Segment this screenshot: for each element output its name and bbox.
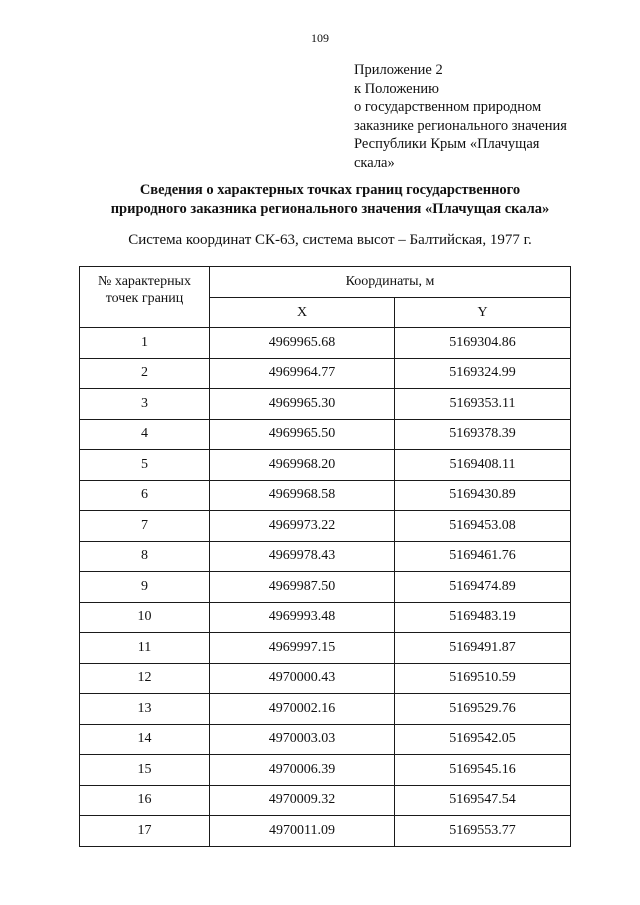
point-number-cell: 8 xyxy=(80,541,210,572)
table-row xyxy=(80,480,571,511)
x-coordinate-cell: 4970002.16 xyxy=(210,694,395,725)
point-number-cell: 6 xyxy=(80,480,210,511)
table-header xyxy=(80,267,571,328)
appendix-note xyxy=(354,61,624,173)
y-coordinate-cell: 5169353.11 xyxy=(395,389,571,420)
table-row xyxy=(80,450,571,481)
y-coordinate-cell: 5169483.19 xyxy=(395,602,571,633)
header-row xyxy=(80,267,571,298)
point-number-cell: 10 xyxy=(80,602,210,633)
point-number-cell: 1 xyxy=(80,328,210,359)
x-coordinate-cell: 4970006.39 xyxy=(210,755,395,786)
point-number-cell: 11 xyxy=(80,633,210,664)
x-coordinate-cell: 4969968.20 xyxy=(210,450,395,481)
x-coordinate-cell: 4970003.03 xyxy=(210,724,395,755)
point-number-cell: 15 xyxy=(80,755,210,786)
appendix-line: Приложение 2 xyxy=(354,62,443,78)
y-coordinate-cell: 5169547.54 xyxy=(395,785,571,816)
table-row xyxy=(80,816,571,847)
x-header: X xyxy=(210,298,395,328)
x-coordinate-cell: 4970009.32 xyxy=(210,785,395,816)
table-row xyxy=(80,694,571,725)
y-coordinate-cell: 5169324.99 xyxy=(395,358,571,389)
table-row xyxy=(80,785,571,816)
table-row xyxy=(80,541,571,572)
appendix-line: скала» xyxy=(354,154,395,171)
appendix-line: заказнике регионального значения xyxy=(354,117,567,134)
x-coordinate-cell: 4969997.15 xyxy=(210,633,395,664)
heading-line-1: Сведения о характерных точках границ государственного xyxy=(139,182,521,198)
point-number-header-line-2: точек границ xyxy=(105,291,184,306)
point-number-header-line-1: № характерных xyxy=(98,274,191,289)
table-row xyxy=(80,602,571,633)
table-row xyxy=(80,572,571,603)
y-coordinate-cell: 5169491.87 xyxy=(395,633,571,664)
appendix-line: Республики Крым «Плачущая xyxy=(354,136,540,153)
x-coordinate-cell: 4969987.50 xyxy=(210,572,395,603)
table-row xyxy=(80,755,571,786)
x-coordinate-cell: 4969965.68 xyxy=(210,328,395,359)
y-coordinate-cell: 5169545.16 xyxy=(395,755,571,786)
document-heading xyxy=(40,181,620,218)
point-number-cell: 14 xyxy=(80,724,210,755)
table-row xyxy=(80,358,571,389)
point-number-cell: 12 xyxy=(80,663,210,694)
point-number-cell: 13 xyxy=(80,694,210,725)
y-coordinate-cell: 5169474.89 xyxy=(395,572,571,603)
y-coordinate-cell: 5169461.76 xyxy=(395,541,571,572)
x-coordinate-cell: 4970011.09 xyxy=(210,816,395,847)
y-coordinate-cell: 5169453.08 xyxy=(395,511,571,542)
point-number-cell: 16 xyxy=(80,785,210,816)
y-coordinate-cell: 5169542.05 xyxy=(395,724,571,755)
table-row xyxy=(80,633,571,664)
table-row xyxy=(80,511,571,542)
y-coordinate-cell: 5169529.76 xyxy=(395,694,571,725)
x-coordinate-cell: 4969964.77 xyxy=(210,358,395,389)
point-number-cell: 9 xyxy=(80,572,210,603)
x-coordinate-cell: 4970000.43 xyxy=(210,663,395,694)
x-coordinate-cell: 4969965.50 xyxy=(210,419,395,450)
page-number: 109 xyxy=(311,31,329,45)
y-coordinate-cell: 5169304.86 xyxy=(395,328,571,359)
point-number-cell: 17 xyxy=(80,816,210,847)
point-number-cell: 7 xyxy=(80,511,210,542)
coordinates-header: Координаты, м xyxy=(210,267,571,298)
table-row xyxy=(80,663,571,694)
y-coordinate-cell: 5169553.77 xyxy=(395,816,571,847)
point-number-cell: 2 xyxy=(80,358,210,389)
x-coordinate-cell: 4969968.58 xyxy=(210,480,395,511)
x-coordinate-cell: 4969978.43 xyxy=(210,541,395,572)
table-row xyxy=(80,724,571,755)
table-body xyxy=(80,328,571,847)
heading-line-2: природного заказника регионального значения «Плачущая скала» xyxy=(110,200,550,217)
x-coordinate-cell: 4969965.30 xyxy=(210,389,395,420)
table-row xyxy=(80,419,571,450)
coordinate-system-caption: Система координат СК-63, система высот – Балтийская, 1977 г. xyxy=(128,232,532,248)
y-coordinate-cell: 5169378.39 xyxy=(395,419,571,450)
appendix-line: о государственном природном xyxy=(354,99,542,116)
appendix-line: к Положению xyxy=(354,80,439,97)
y-coordinate-cell: 5169510.59 xyxy=(395,663,571,694)
table-row xyxy=(80,328,571,359)
point-number-cell: 3 xyxy=(80,389,210,420)
x-coordinate-cell: 4969993.48 xyxy=(210,602,395,633)
point-number-cell: 5 xyxy=(80,450,210,481)
coordinates-table xyxy=(79,266,571,847)
y-header: Y xyxy=(395,298,571,328)
point-number-header xyxy=(80,267,210,328)
table-row xyxy=(80,389,571,420)
x-coordinate-cell: 4969973.22 xyxy=(210,511,395,542)
y-coordinate-cell: 5169430.89 xyxy=(395,480,571,511)
y-coordinate-cell: 5169408.11 xyxy=(395,450,571,481)
point-number-cell: 4 xyxy=(80,419,210,450)
